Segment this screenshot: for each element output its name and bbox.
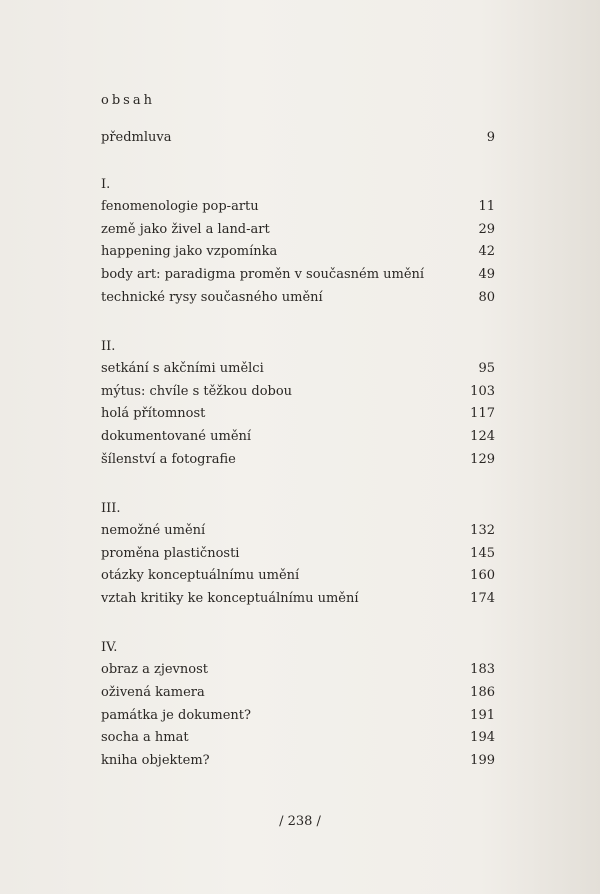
toc-entry bbox=[101, 196, 495, 219]
toc-entry-page: 42 bbox=[478, 244, 495, 260]
toc-entry-title: země jako živel a land-art bbox=[101, 221, 270, 237]
toc-entry-page: 9 bbox=[486, 130, 495, 145]
toc-entry-page: 129 bbox=[470, 451, 495, 467]
toc-entry-title: otázky konceptuálnímu umění bbox=[101, 568, 300, 584]
toc-entry-title: šílenství a fotografie bbox=[101, 451, 236, 467]
toc-entry bbox=[101, 682, 495, 705]
toc-entry-title: mýtus: chvíle s těžkou dobou bbox=[101, 383, 293, 399]
section-numeral-2: II. bbox=[101, 338, 116, 354]
toc-entry-title: proměna plastičnosti bbox=[101, 545, 240, 561]
toc-entry bbox=[101, 520, 495, 543]
toc-entry bbox=[101, 659, 495, 682]
toc-entry bbox=[101, 705, 495, 728]
section-numeral-1: I. bbox=[101, 176, 111, 192]
toc-entry bbox=[101, 565, 495, 588]
toc-entry bbox=[101, 727, 495, 750]
toc-entry-title: oživená kamera bbox=[101, 684, 205, 700]
toc-entry-page: 199 bbox=[470, 753, 495, 769]
toc-entry-title: holá přítomnost bbox=[101, 406, 206, 422]
toc-entry-title: kniha objektem? bbox=[101, 753, 210, 769]
toc-entry-title: vztah kritiky ke konceptuálnímu umění bbox=[101, 591, 359, 607]
toc-entry-preface bbox=[101, 127, 495, 150]
toc-entry bbox=[101, 381, 495, 404]
toc-entry-title: technické rysy současného umění bbox=[101, 289, 323, 305]
toc-entry bbox=[101, 543, 495, 566]
toc-entry-page: 117 bbox=[470, 406, 495, 422]
toc-entry-title: nemožné umění bbox=[101, 522, 206, 538]
toc-entry-page: 186 bbox=[470, 684, 495, 700]
toc-entry bbox=[101, 264, 495, 287]
toc-entry-page: 132 bbox=[470, 522, 495, 538]
toc-entry-page: 160 bbox=[470, 568, 495, 584]
toc-entry bbox=[101, 426, 495, 449]
toc-entry-title: památka je dokument? bbox=[101, 707, 251, 723]
toc-entry-page: 103 bbox=[470, 383, 495, 399]
toc-entry-page: 95 bbox=[478, 360, 495, 376]
toc-entry bbox=[101, 750, 495, 773]
toc-entry-title: happening jako vzpomínka bbox=[101, 244, 278, 260]
section-numeral-4: IV. bbox=[101, 639, 118, 655]
toc-entry-page: 80 bbox=[478, 289, 495, 305]
toc-entry-title: setkání s akčními umělci bbox=[101, 360, 264, 376]
toc-heading: obsah bbox=[101, 93, 155, 108]
toc-entry-title: socha a hmat bbox=[101, 730, 189, 746]
toc-entry-page: 191 bbox=[470, 707, 495, 723]
toc-entry-page: 29 bbox=[478, 221, 495, 237]
toc-entry bbox=[101, 287, 495, 310]
toc-entry-title: fenomenologie pop-artu bbox=[101, 198, 259, 214]
toc-entry-title: dokumentované umění bbox=[101, 429, 252, 445]
toc-entry-page: 174 bbox=[470, 591, 495, 607]
toc-entry-page: 124 bbox=[470, 429, 495, 445]
toc-entry bbox=[101, 403, 495, 426]
toc-entry bbox=[101, 449, 495, 472]
toc-entry-title: body art: paradigma proměn v současném umění bbox=[101, 267, 425, 283]
toc-entry-page: 11 bbox=[478, 198, 495, 214]
page-number: / 238 / bbox=[279, 814, 321, 829]
toc-entry-page: 49 bbox=[478, 267, 495, 283]
toc-entry-title: obraz a zjevnost bbox=[101, 661, 208, 677]
toc-entry bbox=[101, 219, 495, 242]
toc-entry-page: 145 bbox=[470, 545, 495, 561]
toc-entry bbox=[101, 358, 495, 381]
toc-entry bbox=[101, 588, 495, 611]
toc-entry bbox=[101, 241, 495, 264]
toc-entry-page: 183 bbox=[470, 661, 495, 677]
toc-entry-title: předmluva bbox=[101, 130, 172, 145]
table-of-contents bbox=[101, 90, 495, 773]
toc-entry-page: 194 bbox=[470, 730, 495, 746]
section-numeral-3: III. bbox=[101, 500, 121, 516]
